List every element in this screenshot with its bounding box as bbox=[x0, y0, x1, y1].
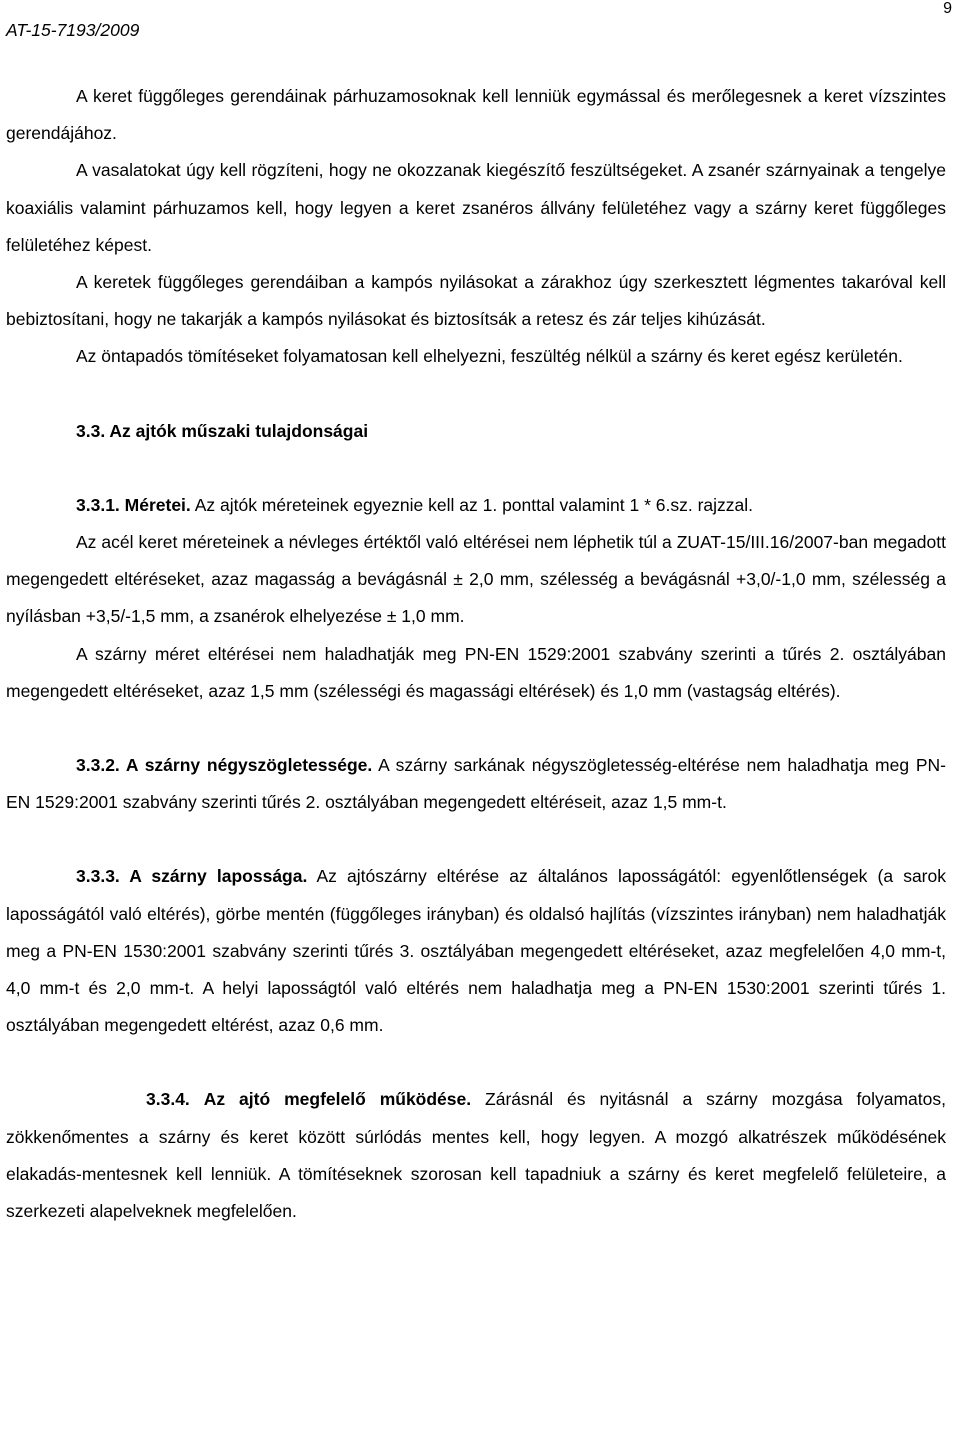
subsection-dimensions bbox=[6, 487, 946, 524]
subsection-heading: 3.3.3. A szárny lapossága. bbox=[76, 866, 308, 887]
page-number: 9 bbox=[943, 0, 952, 17]
paragraph-frame-beams: A keret függőleges gerendáinak párhuzamosoknak kell lenniük egymással és merőlegesnek a keret vízszintes gerendájához. bbox=[6, 86, 946, 144]
subsection-heading: Az ajtó megfelelő működése. bbox=[203, 1089, 472, 1110]
subsection-heading: 3.3.1. Méretei. bbox=[76, 494, 191, 515]
subsection-heading: 3.3.2. A szárny négyszögletessége. bbox=[76, 755, 373, 776]
paragraph-hook-openings: A keretek függőleges gerendáiban a kampós nyilásokat a zárakhoz úgy szerkesztett légmentes takaróval kell bebiztosítani, hogy ne takarják a kampós nyilásokat és biztosítsák a retesz és zár teljes kihúzását. bbox=[6, 272, 946, 330]
subsection-number: 3.3.4. bbox=[146, 1089, 190, 1110]
subsection-text: Az ajtók méreteinek egyeznie kell az 1. ponttal valamint 1 * 6.sz. rajzzal. bbox=[190, 494, 754, 515]
paragraph-frame-tolerances: Az acél keret méreteinek a névleges értéktől való eltérései nem léphetik túl a ZUAT-15/III.16/2007-ban megadott megengedett eltéréseket, azaz magasság a bevágásnál ± 2,0 mm, szélesség a bevágásnál +3,0/-1,0 mm, szélesség a nyílásban +3,5/-1,5 mm, a zsanérok elhelyezése ± 1,0 mm. bbox=[6, 532, 946, 627]
subsection-text: Az ajtószárny eltérése az általános laposságától: egyenlőtlenségek (a sarok laposságától való eltérés), görbe mentén (függőleges irányban) és oldalsó hajlítás (vízszintes irányban) nem haladhatják meg a PN-EN 1530:2001 szabvány szerinti tűrés 3. osztályában megengedett eltéréseket, azaz megfelelően 4,0 mm-t, 4,0 mm-t és 2,0 mm-t. A helyi laposságtól való eltérés nem haladhatja meg a PN-EN 1530:2001 szerinti tűrés 1. osztályában megengedett eltérést, azaz 0,6 mm. bbox=[6, 866, 946, 1036]
paragraph-fittings: A vasalatokat úgy kell rögzíteni, hogy ne okozzanak kiegészítő feszültségeket. A zsanér szárnyainak a tengelye koaxiális valamint párhuzamos kell, hogy legyen a keret zsanéros állvány felületéhez vagy a szárny keret függőleges felületéhez képest. bbox=[6, 160, 946, 255]
document-id: AT-15-7193/2009 bbox=[6, 20, 140, 40]
subsection-text: A szárny sarkának négyszögletesség-eltérése nem haladhatja meg PN-EN 1529:2001 szabvány szerinti tűrés 2. osztályában megengedett eltéréseit, azaz 1,5 mm-t. bbox=[6, 755, 946, 813]
paragraph-leaf-tolerances: A szárny méret eltérései nem haladhatják meg PN-EN 1529:2001 szabvány szerinti a tűrés 2. osztályában megengedett eltéréseket, azaz 1,5 mm (szélességi és magassági eltérések) és 1,0 mm (vastagság eltérés). bbox=[6, 643, 946, 701]
section-title: 3.3. Az ajtók műszaki tulajdonságai bbox=[76, 420, 369, 441]
document-body bbox=[6, 78, 946, 1230]
subsection-operation bbox=[6, 1081, 946, 1230]
subsection-flatness bbox=[6, 858, 946, 1044]
subsection-squareness bbox=[6, 747, 946, 821]
paragraph-seals: Az öntapadós tömítéseket folyamatosan kell elhelyezni, feszültég nélkül a szárny és keret egész kerületén. bbox=[76, 346, 903, 367]
subsection-text: Zárásnál és nyitásnál a szárny mozgása folyamatos, zökkenőmentes a szárny és keret között súrlódás mentes kell, hogy legyen. A mozgó alkatrészek működésének elakadás-mentesnek kell lenniük. A tömítéseknek szorosan kell tapadniuk a szárny és keret megfelelő felületeire, a szerkezeti alapelveknek megfelelően. bbox=[6, 1089, 946, 1222]
